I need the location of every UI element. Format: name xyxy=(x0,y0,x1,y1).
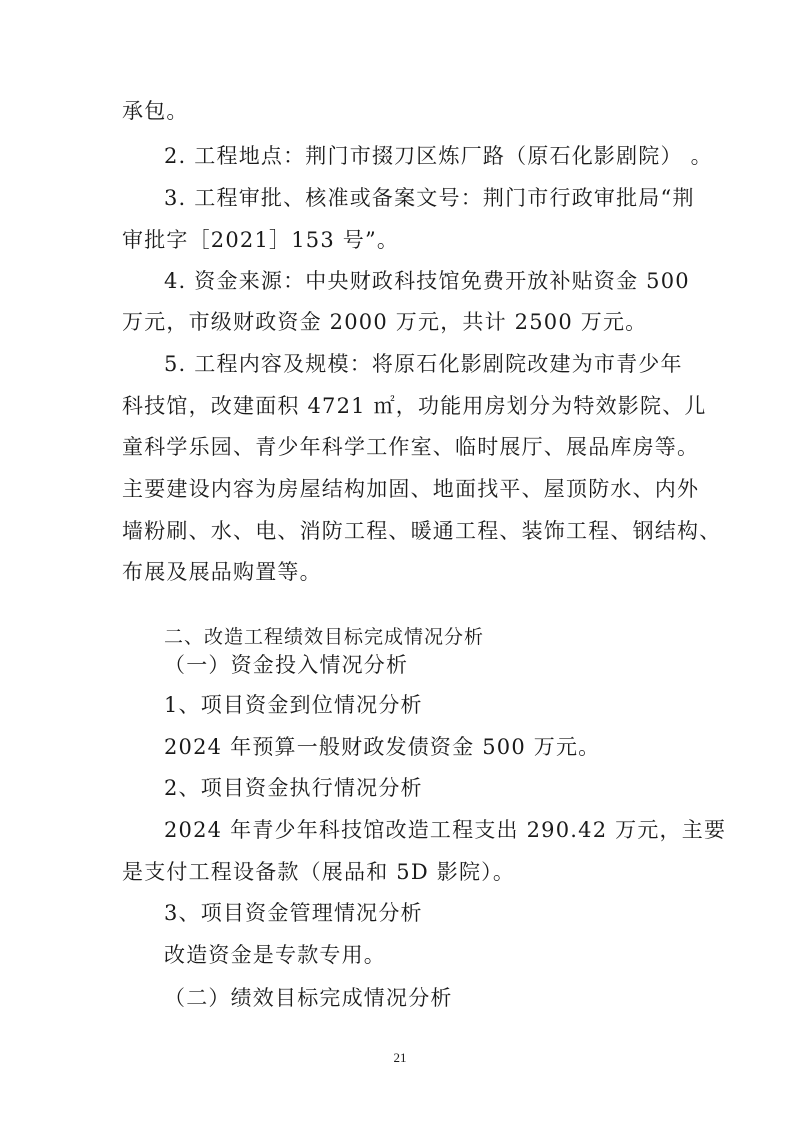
subsection-heading: （一）资金投入情况分析 xyxy=(164,653,409,677)
text-line: 改造资金是专款专用。 xyxy=(164,943,386,967)
text-line: 3. 工程审批、核准或备案文号：荆门市行政审批局“荆 xyxy=(164,186,695,210)
text-line: 童科学乐园、青少年科学工作室、临时展厅、展品库房等。 xyxy=(122,435,700,459)
text-line: 4. 资金来源：中央财政科技馆免费开放补贴资金 500 xyxy=(164,269,690,293)
text-line: 万元，市级财政资金 2000 万元，共计 2500 万元。 xyxy=(122,310,648,334)
text-line: 主要建设内容为房屋结构加固、地面找平、屋顶防水、内外 xyxy=(122,477,700,501)
page-number: 21 xyxy=(393,1050,407,1065)
text-line: 是支付工程设备款（展品和 5D 影院）。 xyxy=(122,860,516,884)
text-line: 2、项目资金执行情况分析 xyxy=(164,776,423,800)
text-line: 审批字［2021］153 号”。 xyxy=(122,228,400,252)
text-line: 墙粉刷、水、电、消防工程、暖通工程、装饰工程、钢结构、 xyxy=(122,519,722,543)
text-line: 3、项目资金管理情况分析 xyxy=(164,901,423,925)
text-line: 承包。 xyxy=(122,99,189,123)
text-line: 布展及展品购置等。 xyxy=(122,560,322,584)
text-line: 2. 工程地点：荆门市掇刀区炼厂路（原石化影剧院） 。 xyxy=(164,144,713,168)
section-heading: 二、改造工程绩效目标完成情况分析 xyxy=(164,626,485,648)
text-line: 2024 年青少年科技馆改造工程支出 290.42 万元，主要 xyxy=(164,818,727,842)
text-line: 2024 年预算一般财政发债资金 500 万元。 xyxy=(164,735,601,759)
text-line: 1、项目资金到位情况分析 xyxy=(164,693,423,717)
subsection-heading: （二）绩效目标完成情况分析 xyxy=(164,986,453,1010)
text-line: 科技馆，改建面积 4721 ㎡，功能用房划分为特效影院、儿 xyxy=(122,394,707,418)
text-line: 5. 工程内容及规模：将原石化影剧院改建为市青少年 xyxy=(164,352,683,376)
